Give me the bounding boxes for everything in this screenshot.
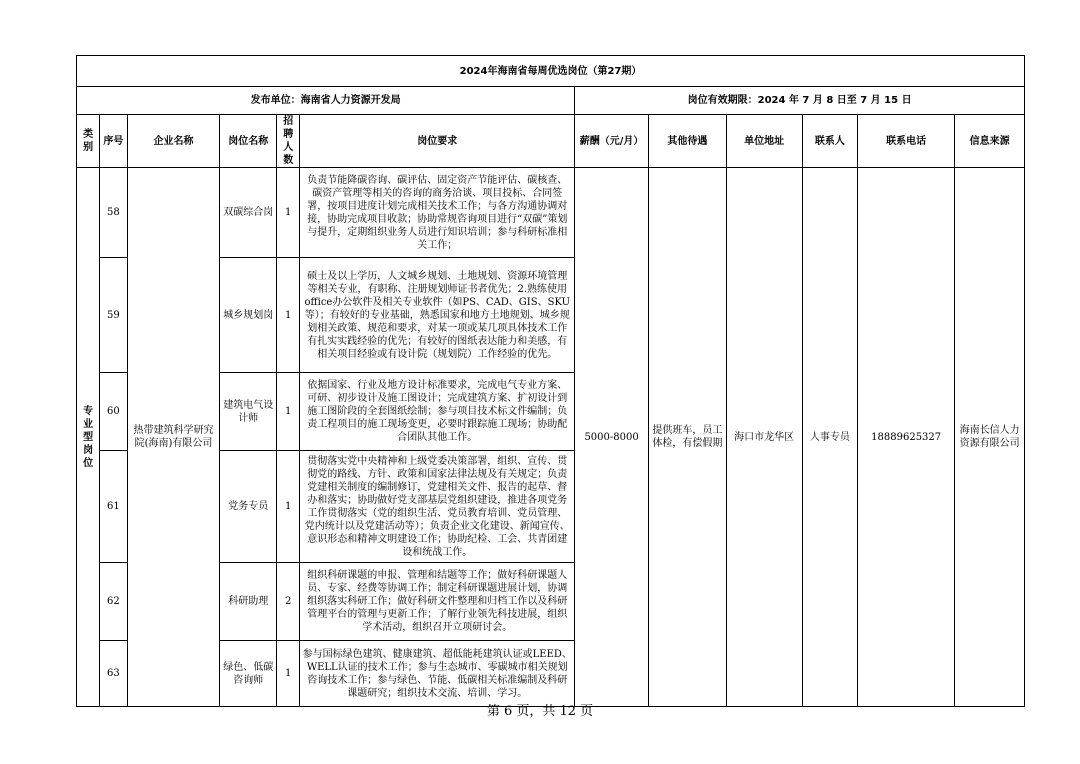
header-seq: 序号 xyxy=(100,115,127,168)
publisher-label: 发布单位：海南省人力资源开发局 xyxy=(77,87,575,115)
row-headcount: 1 xyxy=(277,373,300,451)
row-headcount: 1 xyxy=(277,451,300,563)
category-char: 业 xyxy=(83,418,94,430)
benefits: 提供班车，员工体检，有偿假期 xyxy=(648,168,726,707)
row-seq: 59 xyxy=(100,258,127,373)
row-position: 城乡规划岗 xyxy=(220,258,277,373)
row-seq: 62 xyxy=(100,563,127,641)
header-headcount: 招聘人数 xyxy=(277,115,300,168)
category-char: 专 xyxy=(83,405,94,417)
row-position: 建筑电气设计师 xyxy=(220,373,277,451)
row-requirements: 硕士及以上学历，人文城乡规划、土地规划、资源环境管理等相关专业，有职称、注册规划师证书者优先；2.熟练使用office办公软件及相关专业软件（如PS、CAD、GIS、SKU等）；有较好的专业基础，熟悉国家和地方土地规划、城乡规划相关政策、规范和要求，对某一项或某几项具体技术工作有扎实实践经验的优先；有较好的图纸表达能力和美感，有相关项目经验或有设计院（规划院）工作经验的优先。 xyxy=(300,258,575,373)
table-row xyxy=(77,168,1025,258)
row-headcount: 1 xyxy=(277,641,300,707)
contact-phone: 18889625327 xyxy=(858,168,955,707)
row-seq: 61 xyxy=(100,451,127,563)
row-seq: 60 xyxy=(100,373,127,451)
header-requirements: 岗位要求 xyxy=(300,115,575,168)
company-name: 热带建筑科学研究院(海南)有限公司 xyxy=(127,168,220,707)
category-char: 型 xyxy=(83,431,94,443)
row-position: 党务专员 xyxy=(220,451,277,563)
salary: 5000-8000 xyxy=(575,168,649,707)
row-position: 科研助理 xyxy=(220,563,277,641)
row-requirements: 负责节能降碳咨询、碳评估、固定资产节能评估、碳核查、碳资产管理等相关的咨询的商务洽谈、项目投标、合同签署，按项目进度计划完成相关技术工作；与各方沟通协调对接，协助完成项目收款；协助常规咨询项目进行“双碳”策划与提升，定期组织业务人员进行知识培训；参与科研标准相关工作； xyxy=(300,168,575,258)
header-phone: 联系电话 xyxy=(858,115,955,168)
header-category: 类别 xyxy=(77,115,100,168)
category-char: 位 xyxy=(83,457,94,469)
header-salary: 薪酬（元/月） xyxy=(575,115,649,168)
row-requirements: 组织科研课题的申报、管理和结题等工作；做好科研课题人员、专家、经费等协调工作；制定科研课题进展计划，协调组织落实科研工作；做好科研文件整理和归档工作以及科研管理平台的管理与更新工作；了解行业领先科技进展，组织学术活动，组织召开立项研讨会。 xyxy=(300,563,575,641)
row-headcount: 2 xyxy=(277,563,300,641)
header-address: 单位地址 xyxy=(726,115,802,168)
page-footer: 第 6 页，共 12 页 xyxy=(486,704,594,719)
header-row xyxy=(77,115,1025,168)
row-seq: 63 xyxy=(100,641,127,707)
document-title: 2024年海南省每周优选岗位（第27期） xyxy=(77,56,1025,87)
category-cell xyxy=(77,168,100,707)
row-requirements: 依据国家、行业及地方设计标准要求，完成电气专业方案、可研、初步设计及施工图设计；完成建筑方案、扩初设计到施工图阶段的全套图纸绘制；参与项目技术标文件编制；负责工程项目的施工现场变更，必要时跟踪施工现场；协助配合团队其他工作。 xyxy=(300,373,575,451)
row-position: 双碳综合岗 xyxy=(220,168,277,258)
jobs-table xyxy=(76,55,1025,707)
info-source: 海南长信人力资源有限公司 xyxy=(955,168,1025,707)
row-position: 绿色、低碳咨询师 xyxy=(220,641,277,707)
header-benefits: 其他待遇 xyxy=(648,115,726,168)
contact-person: 人事专员 xyxy=(802,168,858,707)
address: 海口市龙华区 xyxy=(726,168,802,707)
category-char: 岗 xyxy=(83,444,94,456)
header-position: 岗位名称 xyxy=(220,115,277,168)
row-headcount: 1 xyxy=(277,258,300,373)
row-seq: 58 xyxy=(100,168,127,258)
row-requirements: 参与国标绿色建筑、健康建筑、超低能耗建筑认证或LEED、WELL认证的技术工作；参与生态城市、零碳城市相关规划咨询技术工作；参与绿色、节能、低碳相关标准编制及科研课题研究；组织技术交流、培训、学习。 xyxy=(300,641,575,707)
row-headcount: 1 xyxy=(277,168,300,258)
validity-period: 岗位有效期限：2024 年 7 月 8 日至 7 月 15 日 xyxy=(575,87,1025,115)
header-source: 信息来源 xyxy=(955,115,1025,168)
row-requirements: 贯彻落实党中央精神和上级党委决策部署，组织、宣传、贯彻党的路线、方针、政策和国家法律法规及有关规定；负责党建相关制度的编制修订，党建相关文件、报告的起草、督办和落实；协助做好党支部基层党组织建设，推进各项党务工作贯彻落实（党的组织生活、党员教育培训、党员管理、党内统计以及党建活动等）；负责企业文化建设、新闻宣传、意识形态和精神文明建设工作；协助纪检、工会、共青团建设和统战工作。 xyxy=(300,451,575,563)
header-company: 企业名称 xyxy=(127,115,220,168)
header-contact: 联系人 xyxy=(802,115,858,168)
